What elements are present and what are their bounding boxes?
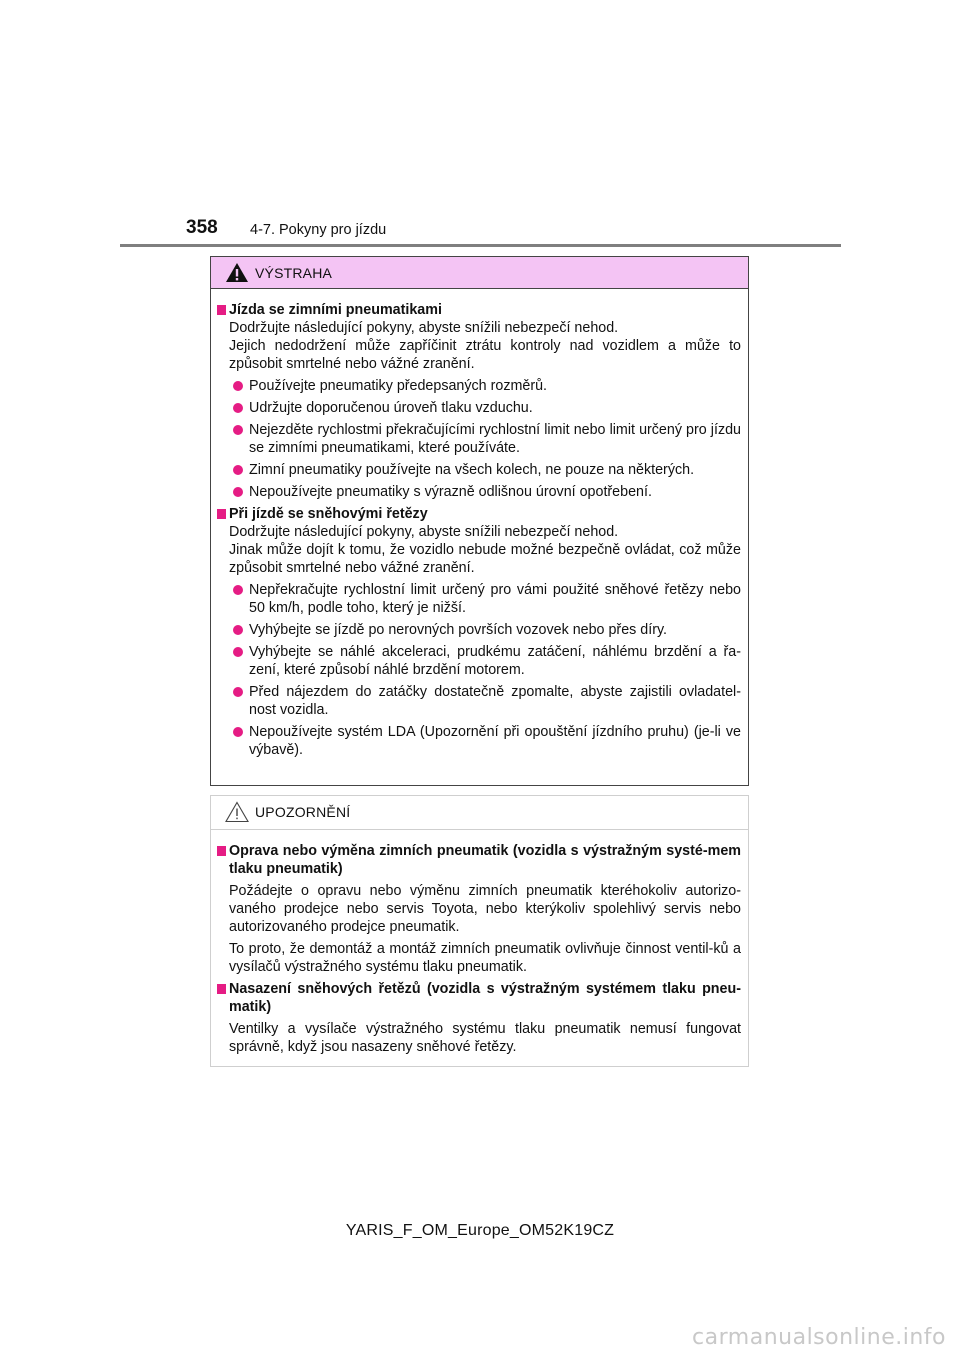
caution-header	[211, 796, 748, 830]
round-bullet-icon	[233, 647, 243, 657]
bullet-list	[217, 581, 741, 759]
paragraph: To proto, že demontáž a montáž zimních pneumatik ovlivňuje činnost ventil-ků a vysílačů výstražného systému tlaku pneumatik.	[229, 941, 741, 975]
section-heading: Při jízdě se sněhovými řetězy	[217, 505, 741, 523]
intro-line: Dodržujte následující pokyny, abyste snížili nebezpečí nehod.	[229, 524, 619, 540]
caution-body	[211, 830, 748, 1056]
intro-line: Jejich nedodržení může zapříčinit ztrátu kontroly nad vozidlem a může to způsobit smrtelné nebo vážné zranění.	[229, 338, 741, 372]
list-item: Udržujte doporučenou úroveň tlaku vzduchu.	[217, 399, 741, 417]
list-item: Před nájezdem do zatáčky dostatečně zpomalte, abyste zajistili ovladatel-nost vozidla.	[217, 683, 741, 719]
round-bullet-icon	[233, 585, 243, 595]
document-id: YARIS_F_OM_Europe_OM52K19CZ	[345, 1222, 615, 1239]
list-item: Nepoužívejte pneumatiky s výrazně odlišnou úrovní opotřebení.	[217, 483, 741, 501]
section-title: 4-7. Pokyny pro jízdu	[250, 222, 387, 238]
caution-triangle-icon	[225, 801, 249, 828]
section-heading: Oprava nebo výměna zimních pneumatik (vozidla s výstražným systé-mem tlaku pneumatik)	[217, 842, 741, 878]
paragraph: Ventilky a vysílače výstražného systému tlaku pneumatik nemusí fungovat správně, když jsou nasazeny sněhové řetězy.	[229, 1021, 741, 1055]
round-bullet-icon	[233, 425, 243, 435]
round-bullet-icon	[233, 381, 243, 391]
warning-label: VÝSTRAHA	[255, 265, 333, 281]
list-item: Nepřekračujte rychlostní limit určený pro vámi použité sněhové řetězy nebo 50 km/h, podle toho, který je nižší.	[217, 581, 741, 617]
paragraph: Požádejte o opravu nebo výměnu zimních pneumatik kteréhokoliv autorizo-vaného prodejce nebo servis Toyota, nebo kterýkoliv spolehlivý servis nebo autorizovaného prodejce pneumatik.	[229, 883, 741, 935]
square-bullet-icon	[217, 305, 226, 315]
list-item: Zimní pneumatiky používejte na všech kolech, ne pouze na některých.	[217, 461, 741, 479]
round-bullet-icon	[233, 403, 243, 413]
list-item: Vyhýbejte se náhlé akceleraci, prudkému zatáčení, náhlému brzdění a řa-zení, které způsobí náhlé brzdění motorem.	[217, 643, 741, 679]
round-bullet-icon	[233, 687, 243, 697]
intro-line: Dodržujte následující pokyny, abyste snížili nebezpečí nehod.	[229, 320, 619, 336]
square-bullet-icon	[217, 984, 226, 994]
page-number: 358	[186, 217, 218, 238]
round-bullet-icon	[233, 465, 243, 475]
round-bullet-icon	[233, 727, 243, 737]
warning-box	[210, 256, 749, 786]
warning-triangle-icon	[225, 262, 249, 288]
round-bullet-icon	[233, 625, 243, 635]
list-item: Nepoužívejte systém LDA (Upozornění při opouštění jízdního pruhu) (je-li ve výbavě).	[217, 723, 741, 759]
header-divider	[120, 244, 841, 247]
list-item: Nejezděte rychlostmi překračujícími rychlostní limit nebo limit určený pro jízdu se zimními pneumatikami, které používáte.	[217, 421, 741, 457]
watermark: carmanualsonline.info	[692, 1325, 946, 1350]
section-heading: Nasazení sněhových řetězů (vozidla s výstražným systémem tlaku pneu-matik)	[217, 980, 741, 1016]
intro-line: Jinak může dojít k tomu, že vozidlo nebude možné bezpečně ovládat, což může způsobit smrtelné nebo vážné zranění.	[229, 542, 741, 576]
round-bullet-icon	[233, 487, 243, 497]
caution-label: UPOZORNĚNÍ	[255, 804, 351, 820]
square-bullet-icon	[217, 509, 226, 519]
warning-header	[211, 257, 748, 289]
list-item: Používejte pneumatiky předepsaných rozměrů.	[217, 377, 741, 395]
warning-body	[211, 289, 748, 759]
bullet-list	[217, 377, 741, 501]
list-item: Vyhýbejte se jízdě po nerovných površích vozovek nebo přes díry.	[217, 621, 741, 639]
square-bullet-icon	[217, 846, 226, 856]
caution-box	[210, 795, 749, 1067]
section-heading: Jízda se zimními pneumatikami	[217, 301, 741, 319]
